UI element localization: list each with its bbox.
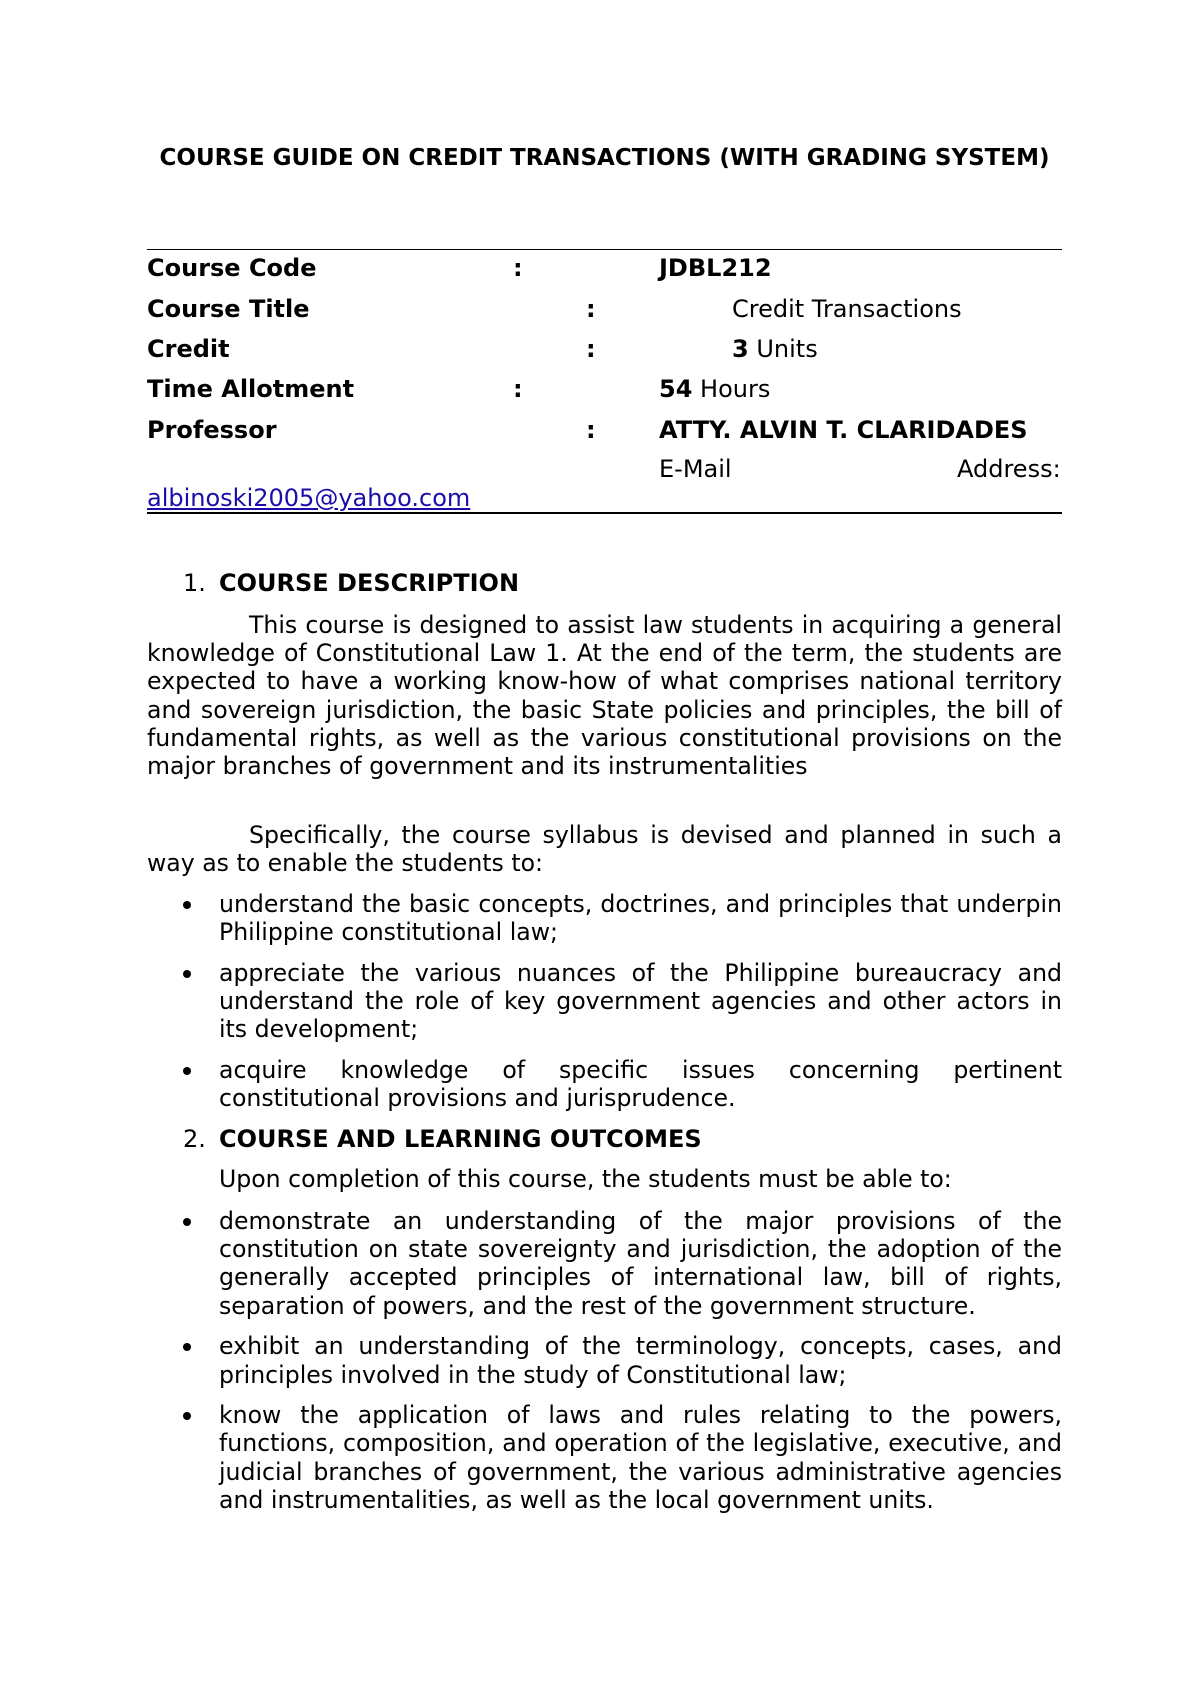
credit-row (147, 334, 1062, 364)
email-link[interactable]: albinoski2005@yahoo.com (147, 484, 471, 512)
bullet-icon (183, 970, 191, 978)
email-label-row (147, 454, 1062, 484)
section-1-title: COURSE DESCRIPTION (219, 569, 520, 597)
credit-value (732, 334, 818, 364)
time-allotment-colon: : (513, 375, 523, 403)
credit-colon: : (586, 335, 596, 363)
email-row (147, 483, 1062, 513)
list-item: acquire knowledge of specific issues concerning pertinent constitutional provisions and jurisprudence. (147, 1056, 1062, 1112)
list-item: understand the basic concepts, doctrines, and principles that underpin Philippine constitutional law; (147, 890, 1062, 946)
bullet-icon (183, 1412, 191, 1420)
bullet-icon (183, 1218, 191, 1226)
list-item: appreciate the various nuances of the Philippine bureaucracy and understand the role of key government agencies and other actors in its development; (147, 959, 1062, 1044)
professor-value: ATTY. ALVIN T. CLARIDADES (659, 416, 1028, 444)
document-title: COURSE GUIDE ON CREDIT TRANSACTIONS (WITH GRADING SYSTEM) (159, 145, 1050, 171)
course-code-value: JDBL212 (659, 254, 772, 282)
credit-unit: Units (756, 335, 818, 363)
time-allotment-label: Time Allotment (147, 375, 355, 403)
course-syllabus-paragraph: Specifically, the course syllabus is devised and planned in such a way as to enable the students to: (147, 821, 1062, 878)
address-label: Address: (957, 455, 1061, 483)
course-title-label: Course Title (147, 295, 310, 323)
professor-label: Professor (147, 416, 277, 444)
course-code-row (147, 253, 1062, 283)
section-2-number: 2. (183, 1125, 206, 1153)
bullet-icon (183, 901, 191, 909)
professor-row (147, 415, 1062, 445)
section-2-title: COURSE AND LEARNING OUTCOMES (219, 1125, 702, 1153)
time-number: 54 (659, 375, 693, 403)
list-item: exhibit an understanding of the terminology, concepts, cases, and principles involved in the study of Constitutional law; (147, 1332, 1062, 1388)
section-1-bullet-list (147, 890, 1062, 1125)
time-unit: Hours (700, 375, 771, 403)
credit-number: 3 (732, 335, 749, 363)
list-item: know the application of laws and rules relating to the powers, functions, composition, and operation of the legislative, executive, and judicial branches of government, the various administrative agencies and instrumentalities, as well as the local government units. (147, 1401, 1062, 1514)
header-bottom-rule (147, 512, 1062, 514)
bullet-icon (183, 1067, 191, 1075)
course-title-colon: : (586, 295, 596, 323)
time-allotment-value (659, 374, 770, 404)
course-code-colon: : (513, 254, 523, 282)
learning-outcomes-intro: Upon completion of this course, the students must be able to: (219, 1165, 952, 1193)
bullet-icon (183, 1343, 191, 1351)
time-allotment-row (147, 374, 1062, 404)
list-item: demonstrate an understanding of the major provisions of the constitution on state sovereignty and jurisdiction, the adoption of the generally accepted principles of international law, bill of rights, separation of powers, and the rest of the government structure. (147, 1207, 1062, 1320)
section-1-number: 1. (183, 569, 206, 597)
email-label: E-Mail (659, 455, 732, 483)
course-code-label: Course Code (147, 254, 317, 282)
course-title-value: Credit Transactions (732, 295, 962, 323)
professor-colon: : (586, 416, 596, 444)
course-description-paragraph: This course is designed to assist law students in acquiring a general knowledge of Constitutional Law 1. At the end of the term, the students are expected to have a working know-how of what comprises national territory and sovereign jurisdiction, the basic State policies and principles, the bill of fundamental rights, as well as the various constitutional provisions on the major branches of government and its instrumentalities (147, 611, 1062, 781)
credit-label: Credit (147, 335, 230, 363)
header-top-rule (147, 249, 1062, 250)
section-2-bullet-list (147, 1207, 1062, 1527)
course-title-row (147, 294, 1062, 324)
